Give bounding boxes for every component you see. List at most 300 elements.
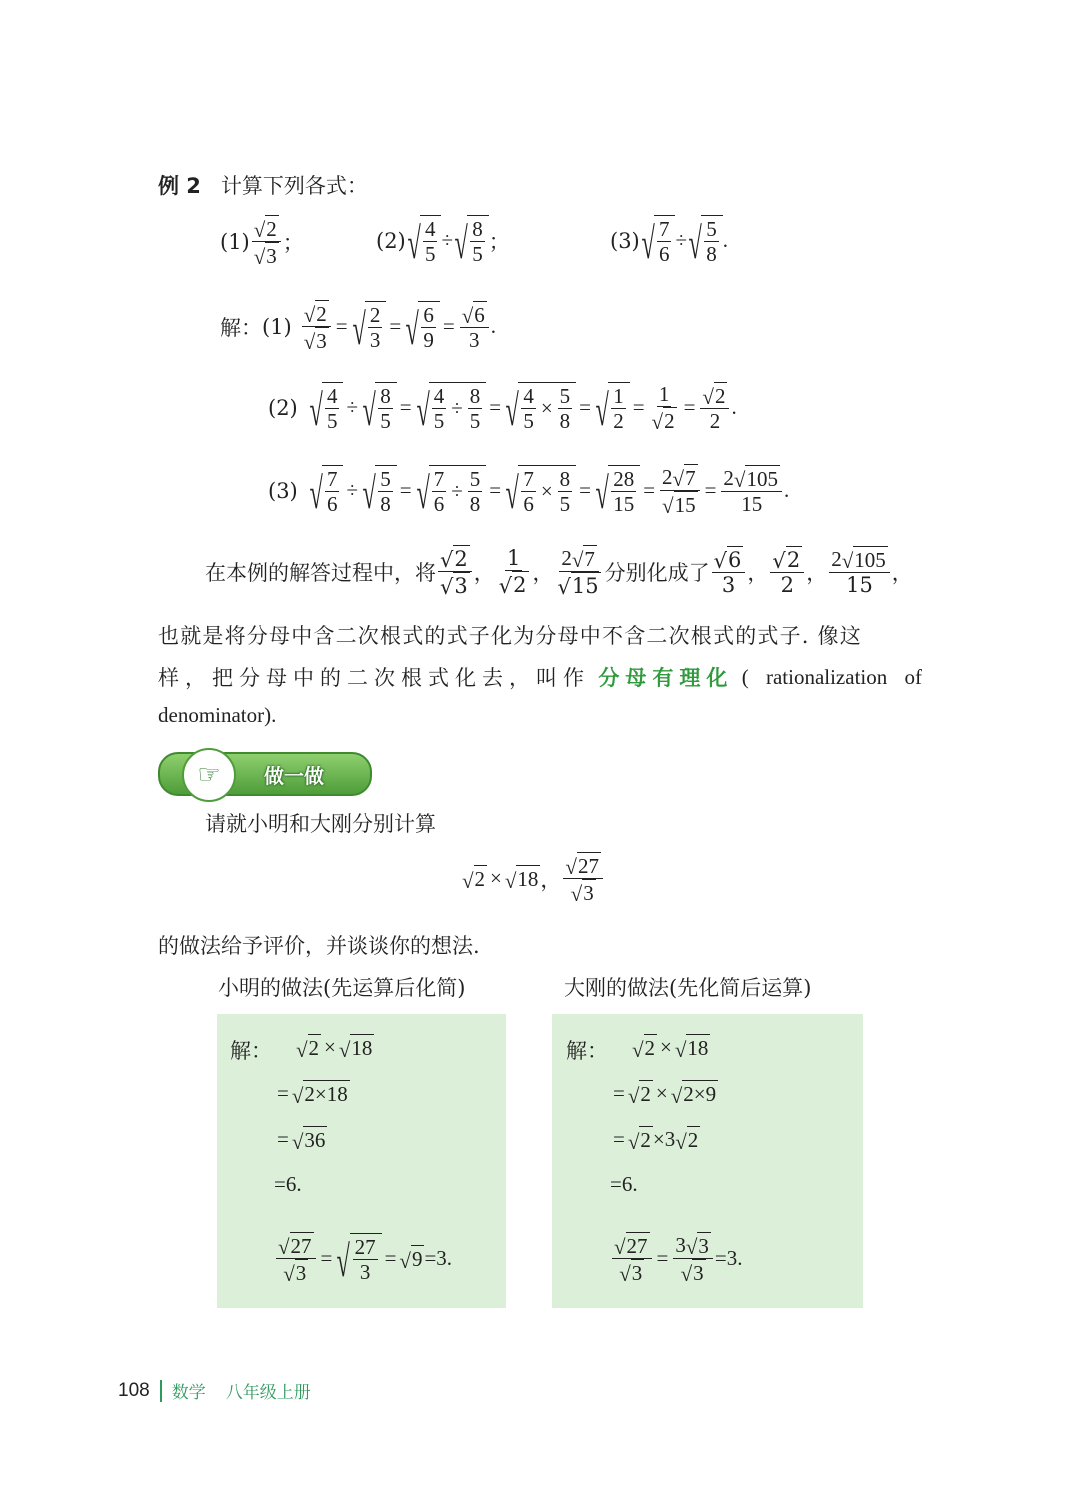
square-root — [292, 1080, 350, 1107]
math-text: 18 — [687, 1036, 709, 1060]
math-text: = — [704, 478, 717, 503]
math-group — [831, 546, 888, 572]
square-root — [671, 1080, 718, 1107]
radical-sign: √ — [415, 386, 430, 436]
problem-1 — [220, 215, 304, 268]
math-text: 8 — [380, 384, 391, 408]
math-text: 3 — [266, 244, 277, 269]
numerator — [712, 546, 746, 573]
radicand — [684, 464, 698, 490]
radicand — [429, 465, 487, 516]
math-expression — [274, 1080, 350, 1107]
radicand — [583, 545, 597, 571]
radical-sign: √ — [627, 1084, 640, 1108]
math-text: 4 — [523, 384, 534, 408]
math-text: 2 — [780, 573, 794, 598]
numerator — [438, 545, 472, 572]
fraction — [378, 384, 393, 433]
math-text: ÷ — [346, 395, 358, 420]
math-text: 27 — [354, 1235, 376, 1259]
math-text: =3. — [714, 1246, 743, 1271]
denominator — [432, 409, 447, 433]
radical-sign: √ — [713, 549, 728, 574]
numerator — [611, 384, 626, 409]
math-text: ÷ — [451, 479, 463, 504]
denominator — [569, 879, 598, 905]
solution-1 — [220, 300, 496, 353]
math-text: 5 — [424, 242, 436, 267]
math-text: 27 — [577, 854, 599, 878]
fraction — [521, 467, 536, 516]
radical-sign: √ — [619, 1262, 631, 1287]
denominator — [378, 492, 393, 516]
math-text: 2 — [709, 409, 721, 434]
math-text: =6. — [610, 1172, 638, 1196]
math-text: = — [613, 1127, 625, 1151]
numerator — [505, 546, 522, 571]
numerator — [563, 852, 603, 879]
step-number: (1) — [262, 314, 292, 339]
square-root — [714, 546, 744, 572]
denominator — [720, 573, 737, 597]
solution-label: 解： — [230, 1039, 272, 1063]
math-text: 2 — [831, 547, 842, 571]
numerator — [432, 384, 447, 409]
square-root — [686, 1232, 711, 1258]
square-root — [278, 1232, 314, 1258]
math-text: ； — [488, 229, 510, 254]
numerator — [521, 467, 536, 492]
radicand — [714, 382, 728, 408]
radical-sign: √ — [415, 469, 430, 519]
square-root — [415, 465, 487, 519]
math-text: ， — [891, 560, 913, 585]
fraction — [660, 464, 700, 517]
radical-sign: √ — [253, 245, 266, 270]
math-text: 2 — [454, 547, 468, 571]
fraction — [770, 546, 804, 597]
radicand — [295, 1259, 309, 1285]
radicand — [644, 1034, 658, 1061]
divider — [160, 1380, 162, 1402]
denominator — [611, 409, 626, 433]
math-text: =3. — [424, 1246, 453, 1271]
activity-badge — [158, 752, 372, 796]
fraction — [353, 1235, 378, 1284]
square-root — [675, 1126, 700, 1153]
math-text: 2 — [640, 1082, 651, 1106]
numerator — [521, 384, 536, 409]
math-text: ； — [282, 230, 304, 255]
math-text: 15 — [674, 493, 696, 518]
radicand — [853, 546, 888, 572]
radical-sign: √ — [362, 469, 376, 519]
math-group — [561, 545, 597, 571]
math-text: 6 — [433, 492, 445, 517]
radical-sign: √ — [675, 1130, 687, 1154]
radical-sign: √ — [565, 855, 577, 880]
math-text: 5 — [380, 467, 391, 491]
problem-number: (2) — [376, 228, 406, 253]
denominator — [432, 492, 447, 516]
math-text: 2 — [266, 217, 277, 241]
radicand — [631, 1259, 645, 1285]
radical-sign: √ — [570, 882, 583, 907]
square-root — [304, 327, 329, 353]
math-text: 3 — [295, 1261, 307, 1286]
denominator — [467, 328, 482, 352]
fraction — [460, 301, 489, 352]
solution-line — [274, 1080, 350, 1107]
fraction — [468, 384, 483, 433]
fraction — [325, 384, 340, 433]
step-number: (3) — [268, 478, 298, 503]
radical-sign: √ — [772, 549, 786, 574]
radical-sign: √ — [680, 1262, 693, 1287]
fraction — [612, 1232, 652, 1285]
math-text: ÷ — [675, 228, 687, 253]
math-expression — [610, 1080, 718, 1107]
radicand — [308, 1034, 322, 1061]
denominator — [470, 242, 485, 266]
math-text: = — [579, 395, 591, 420]
radical-sign: √ — [309, 386, 323, 436]
fraction — [325, 467, 340, 516]
math-text: 3 — [359, 1260, 371, 1285]
math-text: 105 — [854, 548, 886, 572]
math-text: 2 — [662, 465, 673, 489]
denominator — [844, 573, 875, 597]
math-text: × — [660, 1035, 672, 1059]
math-text: 3 — [468, 328, 480, 353]
denominator — [779, 573, 796, 597]
numerator — [378, 467, 393, 492]
solution-line — [296, 1034, 374, 1061]
square-root — [504, 465, 576, 519]
radicand — [375, 382, 397, 433]
denominator — [739, 492, 764, 516]
square-root — [632, 1034, 657, 1061]
math-text: 3 — [369, 328, 381, 353]
radicand — [518, 382, 576, 433]
math-expression — [610, 1126, 700, 1153]
paragraph-line-4: denominator). — [158, 703, 277, 727]
radicand — [322, 465, 344, 516]
math-expression — [406, 215, 510, 269]
radical-sign: √ — [557, 575, 571, 600]
math-text: × — [490, 866, 502, 891]
numerator — [558, 467, 573, 492]
math-text: 7 — [685, 466, 696, 490]
radicand — [727, 546, 743, 572]
math-text: = — [399, 478, 412, 503]
square-root — [335, 1233, 381, 1287]
radicand — [350, 1034, 374, 1061]
math-text: 2×9 — [683, 1082, 717, 1106]
problem-number: (3) — [610, 228, 640, 253]
square-root — [681, 1259, 706, 1285]
solution-3 — [268, 464, 789, 517]
denominator — [468, 409, 483, 433]
solution-line — [632, 1034, 710, 1061]
square-root — [662, 491, 698, 517]
solution-line — [610, 1126, 700, 1153]
math-text: 3 — [693, 1261, 704, 1286]
radical-sign: √ — [352, 305, 366, 355]
radical-sign: √ — [505, 469, 519, 519]
method-title-dagang: 大刚的做法(先化简后运算) — [564, 976, 812, 1000]
math-expression — [296, 1034, 374, 1061]
denominator — [302, 327, 331, 353]
math-text: × — [540, 396, 553, 421]
radical-sign: √ — [303, 330, 316, 355]
radical-sign: √ — [595, 469, 609, 519]
math-text: 5 — [433, 409, 445, 434]
radical-sign: √ — [688, 219, 702, 269]
math-text: 5 — [559, 384, 571, 408]
math-text: 28 — [613, 467, 635, 491]
square-root — [734, 465, 780, 491]
math-text: 1 — [658, 382, 670, 406]
numerator — [353, 1235, 378, 1260]
radicand — [315, 327, 329, 353]
denominator — [325, 409, 340, 433]
math-text: = — [683, 395, 696, 420]
math-text: . — [731, 395, 737, 420]
numerator — [276, 1232, 316, 1259]
math-text: 6 — [728, 548, 742, 572]
math-text: 1 — [613, 384, 624, 408]
math-text: 8 — [559, 409, 571, 434]
math-text: 5 — [469, 467, 481, 491]
numerator — [421, 303, 436, 328]
math-text: 2 — [644, 1036, 656, 1060]
math-text: 2 — [369, 303, 381, 327]
square-root — [628, 1080, 653, 1107]
example-heading — [158, 170, 368, 200]
math-text: ÷ — [346, 478, 358, 503]
fraction — [611, 384, 626, 433]
radicand — [608, 382, 630, 433]
math-text: ÷ — [451, 396, 463, 421]
radicand — [453, 545, 469, 571]
numerator — [558, 384, 573, 409]
math-text: 5 — [559, 492, 571, 517]
radical-sign: √ — [702, 385, 714, 410]
radicand — [571, 572, 601, 598]
math-text: 8 — [469, 492, 481, 517]
math-text: = — [389, 314, 402, 339]
radicand — [375, 465, 397, 516]
math-group — [519, 384, 574, 433]
math-text: 8 — [380, 492, 391, 517]
radical-sign: √ — [674, 1038, 687, 1062]
radical-sign: √ — [733, 468, 746, 493]
denominator — [660, 491, 700, 517]
math-expression — [308, 382, 737, 436]
square-root — [254, 215, 279, 241]
denominator — [558, 492, 573, 516]
square-root — [504, 382, 576, 436]
radical-sign: √ — [303, 303, 316, 328]
text: ( rationalization of — [741, 664, 922, 689]
math-text: 9 — [423, 328, 434, 353]
math-expression — [274, 1126, 327, 1153]
square-root — [415, 382, 487, 436]
key-term: 分母有理化 — [598, 666, 734, 690]
numerator — [460, 301, 489, 328]
numerator — [378, 384, 393, 409]
math-text: 3 — [316, 329, 327, 354]
denominator — [325, 492, 340, 516]
math-text: 分别化成了 — [604, 560, 710, 585]
radicand — [315, 300, 329, 326]
activity-tail: 的做法给予评价，并谈谈你的想法. — [158, 934, 480, 958]
radical-sign: √ — [440, 575, 454, 600]
activity-expressions — [462, 852, 605, 905]
math-group — [662, 464, 698, 490]
denominator — [558, 409, 573, 433]
radical-sign: √ — [632, 1038, 644, 1062]
subject: 数学 — [171, 1383, 206, 1403]
solution-2 — [268, 382, 737, 436]
math-text: 2 — [513, 573, 527, 598]
math-expression — [205, 545, 913, 598]
radicand — [686, 1034, 710, 1061]
denominator — [378, 409, 393, 433]
square-root — [462, 865, 487, 892]
fraction — [470, 217, 485, 266]
radical-sign: √ — [461, 304, 474, 329]
math-expression — [632, 1034, 710, 1061]
math-text: 在本例的解答过程中，将 — [205, 560, 436, 585]
math-text: = — [335, 314, 348, 339]
denominator — [421, 328, 436, 352]
square-root — [339, 1034, 375, 1061]
math-text: 105 — [746, 467, 778, 491]
radical-sign: √ — [440, 548, 454, 573]
math-text: ， — [806, 560, 828, 585]
radical-sign: √ — [641, 219, 655, 269]
math-text: 15 — [846, 573, 873, 598]
math-text: = — [489, 395, 502, 420]
numerator — [470, 217, 485, 242]
radicand — [639, 1126, 653, 1153]
math-expression — [300, 300, 496, 353]
math-text: 7 — [523, 467, 534, 491]
square-root — [399, 1245, 424, 1272]
fraction — [521, 384, 536, 433]
problem-number: (1) — [220, 229, 250, 254]
math-expression — [610, 1172, 638, 1197]
square-root — [772, 546, 802, 572]
square-root — [628, 1126, 653, 1153]
solution-line-fraction — [610, 1232, 743, 1285]
math-text: 6 — [326, 492, 338, 517]
math-expression — [462, 852, 605, 905]
math-text: 2 — [613, 409, 624, 434]
fraction — [432, 467, 447, 516]
radical-sign: √ — [571, 548, 584, 573]
square-root — [462, 301, 487, 327]
radicand — [663, 407, 677, 433]
math-text: = — [277, 1127, 289, 1151]
example-label: 例 2 — [158, 174, 201, 198]
radicand — [473, 301, 487, 327]
square-root — [440, 545, 470, 571]
radical-sign: √ — [614, 1235, 626, 1260]
radical-sign: √ — [283, 1262, 295, 1287]
math-text: 6 — [423, 303, 434, 327]
math-expression — [640, 215, 728, 269]
numerator — [721, 465, 782, 492]
math-text: 3 — [698, 1234, 709, 1258]
step-number: (2) — [268, 395, 298, 420]
radicand — [786, 546, 802, 572]
radicand — [701, 215, 723, 266]
math-text: = — [489, 478, 502, 503]
math-text: 8 — [559, 467, 571, 491]
fraction — [302, 300, 331, 353]
badge-label: 做一做 — [264, 764, 324, 788]
math-text: 3 — [721, 573, 736, 598]
square-root — [505, 865, 541, 892]
math-text: . — [783, 478, 790, 503]
denominator — [556, 572, 603, 598]
math-text: = — [632, 395, 645, 420]
numerator — [829, 546, 890, 573]
numerator — [559, 545, 599, 572]
denominator — [657, 242, 672, 266]
radicand — [265, 242, 279, 268]
math-text: 5 — [706, 217, 717, 241]
fraction — [673, 1232, 713, 1285]
square-root — [673, 464, 698, 490]
math-text: 2 — [316, 302, 327, 326]
math-expression — [274, 1232, 452, 1285]
fraction — [558, 384, 573, 433]
math-text: = — [643, 478, 656, 503]
radicand — [687, 1126, 701, 1153]
math-text: 4 — [326, 384, 338, 408]
solution-line-fraction — [274, 1232, 452, 1285]
radicand — [654, 215, 676, 266]
math-text: 5 — [472, 242, 483, 267]
math-text: = — [384, 1246, 397, 1271]
math-group — [519, 467, 574, 516]
fraction — [252, 215, 281, 268]
denominator — [617, 1259, 646, 1285]
denominator — [358, 1260, 373, 1284]
method-title-xiaoming: 小明的做法(先运算后化简) — [218, 976, 466, 1000]
paragraph-line-3 — [158, 662, 922, 692]
square-root — [842, 546, 888, 572]
math-text: 5 — [326, 409, 338, 434]
radical-sign: √ — [504, 869, 517, 894]
math-text: . — [490, 314, 496, 339]
math-text: 3 — [631, 1261, 643, 1286]
radicand — [429, 382, 487, 433]
radical-sign: √ — [670, 1084, 683, 1108]
denominator — [679, 1259, 708, 1285]
math-text: 15 — [741, 492, 763, 517]
radicand — [745, 465, 780, 491]
square-root — [687, 215, 723, 269]
math-text: 2 — [786, 548, 801, 572]
square-root — [619, 1259, 644, 1285]
problem-2 — [376, 215, 510, 269]
square-root — [361, 382, 397, 436]
